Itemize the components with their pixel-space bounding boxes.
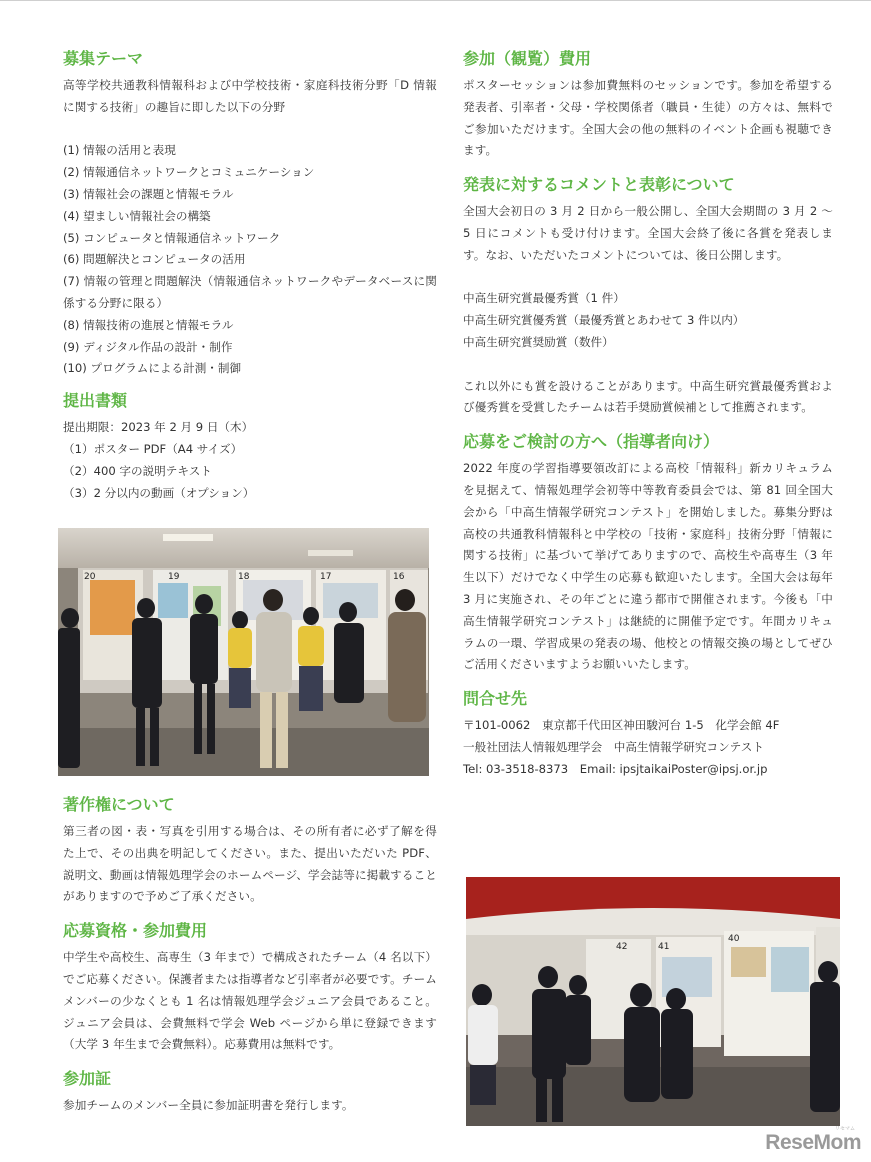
board-number: 42 — [616, 942, 628, 952]
poster-session-photo-2 — [466, 877, 840, 1126]
advisors-heading: 応募をご検討の方へ（指導者向け） — [463, 432, 720, 452]
contact-address: 〒101-0062 東京都千代田区神田駿河台 1-5 化学会館 4F — [463, 718, 780, 733]
theme-item: (10) プログラムによる計測・制御 — [63, 361, 242, 376]
theme-heading: 募集テーマ — [63, 49, 144, 68]
documents-item: （3）2 分以内の動画（オプション） — [63, 485, 255, 500]
theme-item: (2) 情報通信ネットワークとコミュニケーション — [63, 165, 315, 180]
board-number: 20 — [84, 572, 96, 582]
resemom-logo-subtext: リセマム — [835, 1126, 855, 1132]
theme-item: (4) 望ましい情報社会の構築 — [63, 208, 211, 223]
documents-heading: 提出書類 — [63, 391, 128, 411]
board-number: 17 — [320, 572, 332, 582]
top-border — [0, 0, 871, 1]
board-number: 19 — [168, 572, 180, 582]
section-comments — [463, 174, 833, 419]
theme-intro: 高等学校共通教科情報科および中学校技術・家庭科技術分野「D 情報に関する技術」の趣旨に即した以下の分野 — [63, 78, 437, 114]
section-fee — [463, 48, 833, 162]
board-number: 41 — [658, 942, 670, 952]
certificate-body: 参加チームのメンバー全員に参加証明書を発行します。 — [63, 1098, 354, 1113]
section-certificate — [63, 1068, 437, 1117]
theme-item: (5) コンピュータと情報通信ネットワーク — [63, 230, 281, 245]
advisors-body: 2022 年度の学習指導要領改訂による高校「情報科」新カリキュラムを見据えて、情報処理学会初等中等教育委員会では、第 81 回全国大会から「中高生情報学研究コンテスト」を開始しました。募集分野は高校の共通教科情報科と中学校の「技術・家庭科」技術分野「情報に関する技術」に基づいて挙げてありますので、高校生や高専生（3 年生以下）だけでなく中学生の応募も歓迎いたします。全国大会は毎年 3 月に実施され、その年ごとに違う都市で開催されます。今後も「中高生情報学研究コンテスト」は継続的に開催予定です。年間カリキュラムの一環、学習成果の発表の場、他校との情報交換の場としてぜひご活用くださいますようお願いいたします。 — [463, 461, 833, 672]
resemom-logo — [765, 1131, 861, 1155]
copyright-heading: 著作権について — [63, 795, 175, 814]
documents-deadline: 提出期限：2023 年 2 月 9 日（木） — [63, 420, 254, 435]
fee-body: ポスターセッションは参加費無料のセッションです。参加を希望する発表者、引率者・父母・学校関係者（職員・生徒）の方々は、無料でご参加いただけます。全国大会の他の無料のイベント企画も視聴できます。 — [463, 78, 833, 158]
poster-session-photo-1 — [58, 528, 429, 776]
left-column-lower — [63, 794, 437, 1117]
contact-org: 一般社団法人情報処理学会 中高生情報学研究コンテスト — [463, 739, 764, 754]
right-column — [463, 48, 833, 781]
certificate-heading: 参加証 — [63, 1069, 112, 1089]
theme-item: (8) 情報技術の進展と情報モラル — [63, 317, 234, 332]
logo-text: ReseMom — [765, 1131, 861, 1154]
theme-item: (1) 情報の活用と表現 — [63, 143, 176, 158]
section-documents — [63, 390, 437, 504]
documents-item: （1）ポスター PDF（A4 サイズ） — [63, 441, 243, 456]
left-column — [63, 48, 437, 504]
theme-item: (6) 問題解決とコンピュータの活用 — [63, 252, 246, 267]
comments-heading: 発表に対するコメントと表彰について — [463, 175, 735, 195]
section-copyright — [63, 794, 437, 908]
theme-item: (9) ディジタル作品の設計・制作 — [63, 339, 233, 354]
section-theme — [63, 48, 437, 380]
contact-heading: 問合せ先 — [463, 689, 528, 709]
eligibility-heading: 応募資格・参加費用 — [63, 921, 208, 941]
section-eligibility — [63, 920, 437, 1056]
award-item: 中高生研究賞最優秀賞（1 件） — [463, 291, 625, 306]
documents-item: （2）400 字の説明テキスト — [63, 463, 212, 478]
theme-item: (7) 情報の管理と問題解決（情報通信ネットワークやデータベースに関係する分野に限る） — [63, 274, 437, 310]
copyright-body: 第三者の図・表・写真を引用する場合は、その所有者に必ず了解を得た上で、その出典を明記してください。また、提出いただいた PDF、説明文、動画は情報処理学会のホームページ、学会誌等に掲載することがありますので予めご了承ください。 — [63, 824, 437, 904]
award-item: 中高生研究賞奨励賞（数件） — [463, 334, 614, 349]
theme-item: (3) 情報社会の課題と情報モラル — [63, 186, 234, 201]
board-number: 40 — [728, 934, 740, 944]
board-number: 18 — [238, 572, 250, 582]
eligibility-body: 中学生や高校生、高専生（3 年まで）で構成されたチーム（4 名以下）でご応募ください。保護者または指導者など引率者が必要です。チームメンバーの少なくとも 1 名は情報処理学会ジュニア会員であること。ジュニア会員は、会費無料で学会 Web ページから単に登録できます（大学 3 年生まで会費無料）。応募費用は無料です。 — [63, 950, 437, 1052]
fee-heading: 参加（観覧）費用 — [463, 49, 592, 68]
board-number: 16 — [393, 572, 405, 582]
comments-body: 全国大会初日の 3 月 2 日から一般公開し、全国大会期間の 3 月 2 〜5 日にコメントも受け付けます。全国大会終了後に各賞を発表します。なお、いただいたコメントについては、後日公開します。 — [463, 204, 833, 262]
awards-note: これ以外にも賞を設けることがあります。中高生研究賞最優秀賞および優秀賞を受賞したチームは若手奨励賞候補として推薦されます。 — [463, 378, 833, 415]
section-contact — [463, 688, 833, 780]
award-item: 中高生研究賞優秀賞（最優秀賞とあわせて 3 件以内） — [463, 313, 745, 328]
section-advisors — [463, 431, 833, 676]
contact-tel-email: Tel: 03-3518-8373 Email: ipsjtaikaiPoster@ipsj.or.jp — [463, 761, 768, 776]
